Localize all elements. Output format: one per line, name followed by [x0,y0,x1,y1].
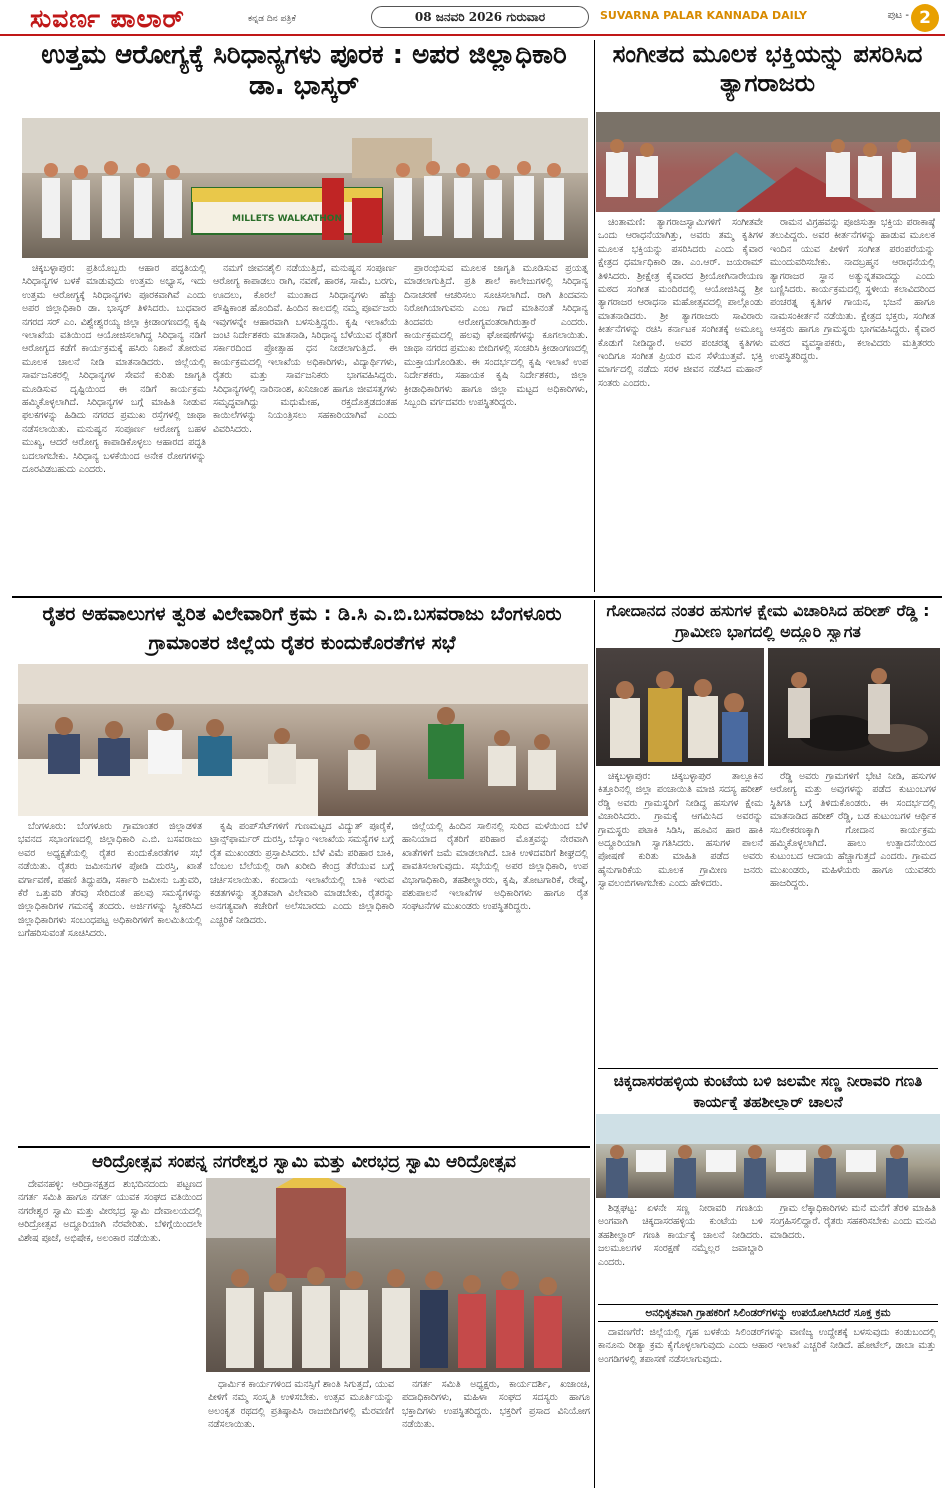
english-name: SUVARNA PALAR KANNADA DAILY [600,9,807,22]
article6-headline: ಆರಿದ್ರೋತ್ಸವ ಸಂಪನ್ನ ನಗರೇಶ್ವರ ಸ್ವಾಮಿ ಮತ್ತು ವೀರಭದ್ರ ಸ್ವಾಮಿ ಆರಿದ್ರೋತ್ಸವ [18,1146,590,1174]
article3-photo [18,664,588,816]
tagline: ಕನ್ನಡ ದಿನ ಪತ್ರಿಕೆ [248,14,296,24]
article3-column-1: ಬೆಂಗಳೂರು: ಬೆಂಗಳೂರು ಗ್ರಾಮಾಂತರ ಜಿಲ್ಲಾಡಳಿತ ಭವನದ ಸಭಾಂಗಣದಲ್ಲಿ ಜಿಲ್ಲಾಧಿಕಾರಿ ಎ.ಬಿ. ಬಸವರಾಜು ಅವರ ಅಧ್ಯಕ್ಷತೆಯಲ್ಲಿ ರೈತರ ಕುಂದುಕೊರತೆಗಳ ಸಭೆ ನಡೆಯಿತು. ರೈತರು ಜಮೀನುಗಳ ಪೋಡಿ ದುರಸ್ತಿ, ಖಾತೆ ವರ್ಗಾವಣೆ, ಪಹಣಿ ತಿದ್ದುಪಡಿ, ಸರ್ಕಾರಿ ಜಮೀನು ಒತ್ತುವರಿ, ಕೆರೆ ಒತ್ತುವರಿ ತೆರವು ಸೇರಿದಂತೆ ಹಲವು ಸಮಸ್ಯೆಗಳನ್ನು ಜಿಲ್ಲಾಧಿಕಾರಿಗಳ ಗಮನಕ್ಕೆ ತಂದರು. ಅರ್ಜಿಗಳನ್ನು ಸ್ವೀಕರಿಸಿದ ಜಿಲ್ಲಾಧಿಕಾರಿಗಳು ಸಂಬಂಧಪಟ್ಟ ಅಧಿಕಾರಿಗಳಿಗೆ ಕಾಲಮಿತಿಯಲ್ಲಿ ಬಗೆಹರಿಸುವಂತೆ ಸೂಚಿಸಿದರು. [18,821,202,940]
article1-column-2: ನಮಗೆ ಜೀವನಶೈಲಿ ನಡೆಯುತ್ತಿದೆ, ಮನುಷ್ಯನ ಸಂಪೂರ್ಣ ಆರೋಗ್ಯ ಕಾಪಾಡಲು ರಾಗಿ, ನವಣೆ, ಹಾರಕ, ಸಾಮೆ, ಬರಗು, ಊದಲು, ಕೊರಲೆ ಮುಂತಾದ ಸಿರಿಧಾನ್ಯಗಳು ಹೆಚ್ಚು ಪೌಷ್ಟಿಕಾಂಶ ಹೊಂದಿವೆ. ಹಿಂದಿನ ಕಾಲದಲ್ಲಿ ನಮ್ಮ ಪೂರ್ವಜರು ಇವುಗಳನ್ನೇ ಆಹಾರವಾಗಿ ಬಳಸುತ್ತಿದ್ದರು. ಕೃಷಿ ಇಲಾಖೆಯ ಜಂಟಿ ನಿರ್ದೇಶಕರು ಮಾತನಾಡಿ, ಸಿರಿಧಾನ್ಯ ಬೆಳೆಯುವ ರೈತರಿಗೆ ಸರ್ಕಾರದಿಂದ ಪ್ರೋತ್ಸಾಹ ಧನ ನೀಡಲಾಗುತ್ತಿದೆ. ಈ ಕಾರ್ಯಕ್ರಮದಲ್ಲಿ ಇಲಾಖೆಯ ಅಧಿಕಾರಿಗಳು, ವಿದ್ಯಾರ್ಥಿಗಳು, ರೈತರು ಮತ್ತು ಸಾರ್ವಜನಿಕರು ಭಾಗವಹಿಸಿದ್ದರು. ಸಿರಿಧಾನ್ಯಗಳಲ್ಲಿ ನಾರಿನಾಂಶ, ಖನಿಜಾಂಶ ಹಾಗೂ ಜೀವಸತ್ವಗಳು ಸಮೃದ್ಧವಾಗಿದ್ದು ಮಧುಮೇಹ, ರಕ್ತದೊತ್ತಡದಂತಹ ಕಾಯಿಲೆಗಳನ್ನು ನಿಯಂತ್ರಿಸಲು ಸಹಕಾರಿಯಾಗಿವೆ ಎಂದು ವಿವರಿಸಿದರು. [213,263,397,435]
article6-column-3: ನಗರ್ತ ಸಮಿತಿ ಅಧ್ಯಕ್ಷರು, ಕಾರ್ಯದರ್ಶಿ, ಖಜಾಂಚಿ, ಪದಾಧಿಕಾರಿಗಳು, ಮಹಿಳಾ ಸಂಘದ ಸದಸ್ಯರು ಹಾಗೂ ಭಕ್ತಾದಿಗಳು ಉಪಸ್ಥಿತರಿದ್ದರು. ಭಕ್ತರಿಗೆ ಪ್ರಸಾದ ವಿನಿಯೋಗ ನಡೆಯಿತು. [402,1379,590,1431]
article3-column-3: ಜಿಲ್ಲೆಯಲ್ಲಿ ಹಿಂದಿನ ಸಾಲಿನಲ್ಲಿ ಸುರಿದ ಮಳೆಯಿಂದ ಬೆಳೆ ಹಾನಿಯಾದ ರೈತರಿಗೆ ಪರಿಹಾರ ಮೊತ್ತವನ್ನು ನೇರವಾಗಿ ಖಾತೆಗಳಿಗೆ ಜಮೆ ಮಾಡಲಾಗಿದೆ. ಬಾಕಿ ಉಳಿದವರಿಗೆ ಶೀಘ್ರದಲ್ಲಿ ಪಾವತಿಸಲಾಗುವುದು. ಸಭೆಯಲ್ಲಿ ಅಪರ ಜಿಲ್ಲಾಧಿಕಾರಿ, ಉಪ ವಿಭಾಗಾಧಿಕಾರಿ, ತಹಶೀಲ್ದಾರರು, ಕೃಷಿ, ತೋಟಗಾರಿಕೆ, ರೇಷ್ಮೆ, ಪಶುಪಾಲನೆ ಇಲಾಖೆಗಳ ಅಧಿಕಾರಿಗಳು ಹಾಗೂ ರೈತ ಸಂಘಟನೆಗಳ ಮುಖಂಡರು ಉಪಸ್ಥಿತರಿದ್ದರು. [402,821,588,913]
article5-headline: ಚಿಕ್ಕದಾಸರಹಳ್ಳಿಯ ಕುಂಟೆಯ ಬಳಿ ಜಲಮೇ ಸಣ್ಣ ನೀರಾವರಿ ಗಣತಿ ಕಾರ್ಯಕ್ಕೆ ತಹಶೀಲ್ದಾರ್ ಚಾಲನೆ [598,1068,938,1110]
article2-photo [596,112,940,212]
article3-headline: ರೈತರ ಅಹವಾಲುಗಳ ತ್ವರಿತ ವಿಲೇವಾರಿಗೆ ಕ್ರಮ : ಡಿ.ಸಿ ಎ.ಬಿ.ಬಸವರಾಜು ಬೆಂಗಳೂರು ಗ್ರಾಮಾಂತರ ಜಿಲ್ಲೆಯ ರೈತರ ಕುಂದುಕೊರತೆಗಳ ಸಭೆ [42,603,562,654]
article5-sub-headline: ಅನಧಿಕೃತವಾಗಿ ಗ್ರಾಹಕರಿಗೆ ಸಿಲಿಂಡರ್‌ಗಳನ್ನು ಉಪಯೋಗಿಸಿದರೆ ಸೂಕ್ತ ಕ್ರಮ [598,1304,938,1322]
article1-photo [22,118,588,258]
article1-headline: ಉತ್ತಮ ಆರೋಗ್ಯಕ್ಕೆ ಸಿರಿಧಾನ್ಯಗಳು ಪೂರಕ : ಅಪರ ಜಿಲ್ಲಾಧಿಕಾರಿ ಡಾ. ಭಾಸ್ಕರ್ [41,40,567,102]
article6-photo [206,1178,590,1372]
article4-photo-left [596,648,764,766]
article6-column-1: ದೇವನಹಳ್ಳಿ: ಆರಿದ್ರಾನಕ್ಷತ್ರದ ಶುಭದಿನದಂದು ಪಟ್ಟಣದ ನಗರ್ತ ಸಮಿತಿ ಹಾಗೂ ನಗರ್ತ ಯುವಕ ಸಂಘದ ವತಿಯಿಂದ ನಗರೇಶ್ವರ ಸ್ವಾಮಿ ಮತ್ತು ವೀರಭದ್ರ ಸ್ವಾಮಿ ದೇವಾಲಯದಲ್ಲಿ ಆರಿದ್ರೋತ್ಸವ ಅದ್ದೂರಿಯಾಗಿ ನೆರವೇರಿತು. ಬೆಳಿಗ್ಗೆಯಿಂದಲೇ ವಿಶೇಷ ಪೂಜೆ, ಅಭಿಷೇಕ, ಅಲಂಕಾರ ನಡೆಯಿತು. [18,1179,202,1244]
article2-column-2: ರಾಮನ ವಿಗ್ರಹವನ್ನು ಪೂಜಿಸುತ್ತಾ ಭಕ್ತಿಯ ಪರಾಕಾಷ್ಠೆ ತಲುಪಿದ್ದರು. ಅವರ ಕೀರ್ತನೆಗಳನ್ನು ಹಾಡುವ ಮೂಲಕ ಇಂದಿನ ಯುವ ಪೀಳಿಗೆ ಸಂಗೀತ ಪರಂಪರೆಯನ್ನು ಮುಂದುವರಿಸಬೇಕು. ನಾದಬ್ರಹ್ಮನ ಆರಾಧನೆಯಲ್ಲಿ ತ್ಯಾಗರಾಜರ ಸ್ಥಾನ ಅತ್ಯುನ್ನತವಾದದ್ದು ಎಂದು ಬಣ್ಣಿಸಿದರು. ಕಾರ್ಯಕ್ರಮದಲ್ಲಿ ಸ್ಥಳೀಯ ಕಲಾವಿದರಿಂದ ಪಂಚರತ್ನ ಕೃತಿಗಳ ಗಾಯನ, ಭಜನೆ ಹಾಗೂ ನಾಮಸಂಕೀರ್ತನೆ ನಡೆಯಿತು. ಕ್ಷೇತ್ರದ ಭಕ್ತರು, ಸಂಗೀತ ಆಸಕ್ತರು ಹಾಗೂ ಗ್ರಾಮಸ್ಥರು ಭಾಗವಹಿಸಿದ್ದರು. ಕೈವಾರ ಮಠದ ವ್ಯವಸ್ಥಾಪಕರು, ಕಲಾವಿದರು ಮತ್ತಿತರರು ಉಪಸ್ಥಿತರಿದ್ದರು. [770,217,935,363]
article4-column-2: ರೆಡ್ಡಿ ಅವರು ಗ್ರಾಮಗಳಿಗೆ ಭೇಟಿ ನೀಡಿ, ಹಸುಗಳ ಆರೋಗ್ಯ ಮತ್ತು ಅವುಗಳನ್ನು ಪಡೆದ ಕುಟುಂಬಗಳ ಸ್ಥಿತಿಗತಿ ಬಗ್ಗೆ ತಿಳಿದುಕೊಂಡರು. ಈ ಸಂದರ್ಭದಲ್ಲಿ ಮಾತನಾಡಿದ ಹರೀಶ್ ರೆಡ್ಡಿ, ಬಡ ಕುಟುಂಬಗಳ ಆರ್ಥಿಕ ಸಬಲೀಕರಣಕ್ಕಾಗಿ ಗೋದಾನ ಕಾರ್ಯಕ್ರಮ ಹಮ್ಮಿಕೊಳ್ಳಲಾಗಿದೆ. ಹಾಲು ಉತ್ಪಾದನೆಯಿಂದ ಕುಟುಂಬದ ಆದಾಯ ಹೆಚ್ಚಾಗುತ್ತದೆ ಎಂದರು. ಗ್ರಾಮದ ಮುಖಂಡರು, ಮಹಿಳೆಯರು ಹಾಗೂ ಯುವಕರು ಹಾಜರಿದ್ದರು. [770,771,936,890]
meeting-hall-illustration [18,664,588,816]
banner-text: MILLETS WALKATHON [232,214,342,224]
article5-column-2: ಗ್ರಾಮ ಲೆಕ್ಕಾಧಿಕಾರಿಗಳು ಮನೆ ಮನೆಗೆ ತೆರಳಿ ಮಾಹಿತಿ ಸಂಗ್ರಹಿಸಲಿದ್ದಾರೆ. ರೈತರು ಸಹಕರಿಸಬೇಕು ಎಂದು ಮನವಿ ಮಾಡಿದರು. [770,1203,936,1241]
temple-festival-illustration [206,1178,590,1372]
article2-headline: ಸಂಗೀತದ ಮೂಲಕ ಭಕ್ತಿಯನ್ನು ಪಸರಿಸಿದ ತ್ಯಾಗರಾಜರು [612,40,923,97]
welcome-photo-illustration [596,648,764,766]
article1-column-3: ಪ್ರಾರಂಭಿಸುವ ಮೂಲಕ ಜಾಗೃತಿ ಮೂಡಿಸುವ ಪ್ರಯತ್ನ ಮಾಡಲಾಗುತ್ತಿದೆ. ಪ್ರತಿ ಶಾಲೆ ಕಾಲೇಜುಗಳಲ್ಲಿ ಸಿರಿಧಾನ್ಯ ದಿನಾಚರಣೆ ಆಚರಿಸಲು ಸೂಚಿಸಲಾಗಿದೆ. ರಾಗಿ ತಿಂದವನು ನಿರೋಗಿಯಾಗುವನು ಎಂಬ ಗಾದೆ ಮಾತಿನಂತೆ ಸಿರಿಧಾನ್ಯ ತಿಂದವರು ಆರೋಗ್ಯವಂತರಾಗಿರುತ್ತಾರೆ ಎಂದರು. ಕಾರ್ಯಕ್ರಮದಲ್ಲಿ ಹಲವು ಘೋಷಣೆಗಳನ್ನು ಕೂಗಲಾಯಿತು. ಜಾಥಾ ನಗರದ ಪ್ರಮುಖ ಬೀದಿಗಳಲ್ಲಿ ಸಂಚರಿಸಿ ಕ್ರೀಡಾಂಗಣದಲ್ಲಿ ಮುಕ್ತಾಯಗೊಂಡಿತು. ಈ ಸಂದರ್ಭದಲ್ಲಿ ಕೃಷಿ ಇಲಾಖೆ ಉಪ ನಿರ್ದೇಶಕರು, ಸಹಾಯಕ ಕೃಷಿ ನಿರ್ದೇಶಕರು, ಜಿಲ್ಲಾ ಕ್ರೀಡಾಧಿಕಾರಿಗಳು ಹಾಗೂ ಜಿಲ್ಲಾ ಮಟ್ಟದ ಅಧಿಕಾರಿಗಳು, ಸಿಬ್ಬಂದಿ ವರ್ಗದವರು ಉಪಸ್ಥಿತರಿದ್ದರು. [404,263,588,409]
page-label: ಪುಟ - [887,10,909,21]
music-concert-illustration [596,112,940,212]
irrigation-census-illustration [596,1114,940,1198]
page-number: 2 [911,4,939,32]
article3-column-2: ಕೃಷಿ ಪಂಪ್‌ಸೆಟ್‌ಗಳಿಗೆ ಗುಣಮಟ್ಟದ ವಿದ್ಯುತ್ ಪೂರೈಕೆ, ಟ್ರಾನ್ಸ್‌ಫಾರ್ಮರ್ ದುರಸ್ತಿ, ಬೆಸ್ಕಾಂ ಇಲಾಖೆಯ ಸಮಸ್ಯೆಗಳ ಬಗ್ಗೆ ರೈತ ಮುಖಂಡರು ಪ್ರಸ್ತಾಪಿಸಿದರು. ಬೆಳೆ ವಿಮೆ ಪರಿಹಾರ ಬಾಕಿ, ಬೆಂಬಲ ಬೆಲೆಯಲ್ಲಿ ರಾಗಿ ಖರೀದಿ ಕೇಂದ್ರ ತೆರೆಯುವ ಬಗ್ಗೆ ಚರ್ಚಿಸಲಾಯಿತು. ಕಂದಾಯ ಇಲಾಖೆಯಲ್ಲಿ ಬಾಕಿ ಇರುವ ಕಡತಗಳನ್ನು ತ್ವರಿತವಾಗಿ ವಿಲೇವಾರಿ ಮಾಡಬೇಕು, ರೈತರನ್ನು ಅನಗತ್ಯವಾಗಿ ಕಚೇರಿಗೆ ಅಲೆಸಬಾರದು ಎಂದು ಜಿಲ್ಲಾಧಿಕಾರಿ ಎಚ್ಚರಿಕೆ ನೀಡಿದರು. [210,821,394,926]
article4-headline: ಗೋದಾನದ ನಂತರ ಹಸುಗಳ ಕ್ಷೇಮ ವಿಚಾರಿಸಿದ ಹರೀಶ್ ರೆಡ್ಡಿ : ಗ್ರಾಮೀಣ ಭಾಗದಲ್ಲಿ ಅದ್ದೂರಿ ಸ್ವಾಗತ [606,601,930,641]
article5-sub-body: ದಾವಣಗೆರೆ: ಜಿಲ್ಲೆಯಲ್ಲಿ ಗೃಹ ಬಳಕೆಯ ಸಿಲಿಂಡರ್‌ಗಳನ್ನು ವಾಣಿಜ್ಯ ಉದ್ದೇಶಕ್ಕೆ ಬಳಸುವುದು ಕಂಡುಬಂದಲ್ಲಿ ಕಾನೂನು ರೀತ್ಯಾ ಕ್ರಮ ಕೈಗೊಳ್ಳಲಾಗುವುದು ಎಂದು ಆಹಾರ ಇಲಾಖೆ ಎಚ್ಚರಿಕೆ ನೀಡಿದೆ. ಹೋಟೆಲ್, ಡಾಬಾ ಮತ್ತು ಅಂಗಡಿಗಳಲ್ಲಿ ತಪಾಸಣೆ ನಡೆಸಲಾಗುವುದು. [598,1327,936,1365]
article5-photo [596,1114,940,1198]
article5-column-1: ಶಿಡ್ಲಘಟ್ಟ: ಏಳನೇ ಸಣ್ಣ ನೀರಾವರಿ ಗಣತಿಯ ಅಂಗವಾಗಿ ಚಿಕ್ಕದಾಸರಹಳ್ಳಿಯ ಕುಂಟೆಯ ಬಳಿ ತಹಶೀಲ್ದಾರ್ ಗಣತಿ ಕಾರ್ಯಕ್ಕೆ ಚಾಲನೆ ನೀಡಿದರು. ಜಲಮೂಲಗಳ ಸಂರಕ್ಷಣೆ ನಮ್ಮೆಲ್ಲರ ಜವಾಬ್ದಾರಿ ಎಂದರು. [598,1203,763,1268]
article4-column-1: ಚಿಕ್ಕಬಳ್ಳಾಪುರ: ಚಿಕ್ಕಬಳ್ಳಾಪುರ ತಾಲ್ಲೂಕಿನ ಕಿತ್ತೂರಿನಲ್ಲಿ ಜಿಲ್ಲಾ ಪಂಚಾಯಿತಿ ಮಾಜಿ ಸದಸ್ಯ ಹರೀಶ್ ರೆಡ್ಡಿ ಅವರು ಗ್ರಾಮಸ್ಥರಿಗೆ ನೀಡಿದ್ದ ಹಸುಗಳ ಕ್ಷೇಮ ವಿಚಾರಿಸಿದರು. ಗ್ರಾಮಕ್ಕೆ ಆಗಮಿಸಿದ ಅವರನ್ನು ಗ್ರಾಮಸ್ಥರು ಪಟಾಕಿ ಸಿಡಿಸಿ, ಹೂವಿನ ಹಾರ ಹಾಕಿ ಅದ್ದೂರಿಯಾಗಿ ಸ್ವಾಗತಿಸಿದರು. ಹಸುಗಳ ಪಾಲನೆ ಪೋಷಣೆ ಕುರಿತು ಮಾಹಿತಿ ಪಡೆದ ಅವರು ಹೈನುಗಾರಿಕೆಯ ಮೂಲಕ ಗ್ರಾಮೀಣ ಜನರು ಸ್ವಾವಲಂಬಿಗಳಾಗಬೇಕು ಎಂದು ಹೇಳಿದರು. [598,771,763,890]
section-rule [12,596,942,598]
column-divider-lower [594,600,595,1488]
article1-column-1: ಚಿಕ್ಕಬಳ್ಳಾಪುರ: ಪ್ರತಿಯೊಬ್ಬರು ಆಹಾರ ಪದ್ಧತಿಯಲ್ಲಿ ಸಿರಿಧಾನ್ಯಗಳ ಬಳಕೆ ಮಾಡುವುದು ಉತ್ತಮ ಅಭ್ಯಾಸ, ಇದು ಉತ್ತಮ ಆರೋಗ್ಯಕ್ಕೆ ಸಿರಿಧಾನ್ಯಗಳು ಪೂರಕವಾಗಿವೆ ಎಂದು ಅಪರ ಜಿಲ್ಲಾಧಿಕಾರಿ ಡಾ. ಭಾಸ್ಕರ್ ತಿಳಿಸಿದರು. ಬುಧವಾರ ನಗರದ ಸರ್ ಎಂ. ವಿಶ್ವೇಶ್ವರಯ್ಯ ಜಿಲ್ಲಾ ಕ್ರೀಡಾಂಗಣದಲ್ಲಿ ಕೃಷಿ ಇಲಾಖೆಯ ವತಿಯಿಂದ ಆಯೋಜಿಸಲಾಗಿದ್ದ ಸಿರಿಧಾನ್ಯ ನಡಿಗೆ ಆರೋಗ್ಯದ ಕಡೆಗೆ ಕಾರ್ಯಕ್ರಮಕ್ಕೆ ಹಸಿರು ನಿಶಾನೆ ತೋರುವ ಮೂಲಕ ಚಾಲನೆ ನೀಡಿ ಮಾತನಾಡಿದರು. ಜಿಲ್ಲೆಯಲ್ಲಿ ಸಾರ್ವಜನಿಕರಲ್ಲಿ ಸಿರಿಧಾನ್ಯಗಳ ಸೇವನೆ ಕುರಿತು ಜಾಗೃತಿ ಮೂಡಿಸುವ ದೃಷ್ಟಿಯಿಂದ ಈ ನಡಿಗೆ ಕಾರ್ಯಕ್ರಮ ಹಮ್ಮಿಕೊಳ್ಳಲಾಗಿದೆ. ಸಿರಿಧಾನ್ಯಗಳ ಬಗ್ಗೆ ಮಾಹಿತಿ ನೀಡುವ ಫಲಕಗಳನ್ನು ಹಿಡಿದು ನಗರದ ಪ್ರಮುಖ ರಸ್ತೆಗಳಲ್ಲಿ ಜಾಥಾ ನಡೆಸಲಾಯಿತು. ಮನುಷ್ಯನ ಸಂಪೂರ್ಣ ಆರೋಗ್ಯ ಬಹಳ ಮುಖ್ಯ, ಆದರೆ ಆರೋಗ್ಯ ಕಾಪಾಡಿಕೊಳ್ಳಲು ಆಹಾರದ ಪದ್ಧತಿ ಬದಲಾಗಬೇಕು. ಸಿರಿಧಾನ್ಯ ಬಳಕೆಯಿಂದ ಅನೇಕ ರೋಗಗಳನ್ನು ದೂರವಿಡಬಹುದು ಎಂದರು. [22,263,206,476]
column-divider [594,40,595,592]
article6-column-2: ಧಾರ್ಮಿಕ ಕಾರ್ಯಗಳಿಂದ ಮನಸ್ಸಿಗೆ ಶಾಂತಿ ಸಿಗುತ್ತದೆ, ಯುವ ಪೀಳಿಗೆ ನಮ್ಮ ಸಂಸ್ಕೃತಿ ಉಳಿಸಬೇಕು. ಉತ್ಸವ ಮೂರ್ತಿಯನ್ನು ಅಲಂಕೃತ ರಥದಲ್ಲಿ ಪ್ರತಿಷ್ಠಾಪಿಸಿ ರಾಜಬೀದಿಗಳಲ್ಲಿ ಮೆರವಣಿಗೆ ನಡೆಸಲಾಯಿತು. [208,1379,394,1431]
masthead [0,0,945,36]
article4-photo-right [768,648,940,766]
issue-date: 08 ಜನವರಿ 2026 ಗುರುವಾರ [371,6,589,28]
cows-photo-illustration [768,648,940,766]
walkathon-photo-illustration [22,118,588,258]
article2-column-1: ಚಿಂತಾಮಣಿ: ತ್ಯಾಗರಾಜಸ್ವಾಮಿಗಳಿಗೆ ಸಂಗೀತವೇ ಒಂದು ಆರಾಧನೆಯಾಗಿತ್ತು, ಅವರು ತಮ್ಮ ಕೃತಿಗಳ ಮೂಲಕ ಭಕ್ತಿಯನ್ನು ಪಸರಿಸಿದರು ಎಂದು ಕೈವಾರ ಕ್ಷೇತ್ರದ ಧರ್ಮಾಧಿಕಾರಿ ಡಾ. ಎಂ.ಆರ್. ಜಯರಾಮ್ ತಿಳಿಸಿದರು. ಶ್ರೀಕ್ಷೇತ್ರ ಕೈವಾರದ ಶ್ರೀಯೋಗಿನಾರೇಯಣ ಮಠದ ಸಂಗೀತ ಮಂದಿರದಲ್ಲಿ ಆಯೋಜಿಸಿದ್ದ ಶ್ರೀ ತ್ಯಾಗರಾಜರ ಆರಾಧನಾ ಮಹೋತ್ಸವದಲ್ಲಿ ಪಾಲ್ಗೊಂಡು ಮಾತನಾಡಿದರು. ಶ್ರೀ ತ್ಯಾಗರಾಜರು ಸಾವಿರಾರು ಕೀರ್ತನೆಗಳನ್ನು ರಚಿಸಿ ಕರ್ನಾಟಕ ಸಂಗೀತಕ್ಕೆ ಅಮೂಲ್ಯ ಕೊಡುಗೆ ನೀಡಿದ್ದಾರೆ. ಅವರ ಪಂಚರತ್ನ ಕೃತಿಗಳು ಇಂದಿಗೂ ಸಂಗೀತ ಪ್ರಿಯರ ಮನ ಸೆಳೆಯುತ್ತವೆ. ಭಕ್ತಿ ಮಾರ್ಗದಲ್ಲಿ ನಡೆದು ಸರಳ ಜೀವನ ನಡೆಸಿದ ಮಹಾನ್ ಸಂತರು ಎಂದರು. [598,217,763,389]
newspaper-logo: ಸುವರ್ಣ ಪಾಲಾರ್ [30,4,185,33]
